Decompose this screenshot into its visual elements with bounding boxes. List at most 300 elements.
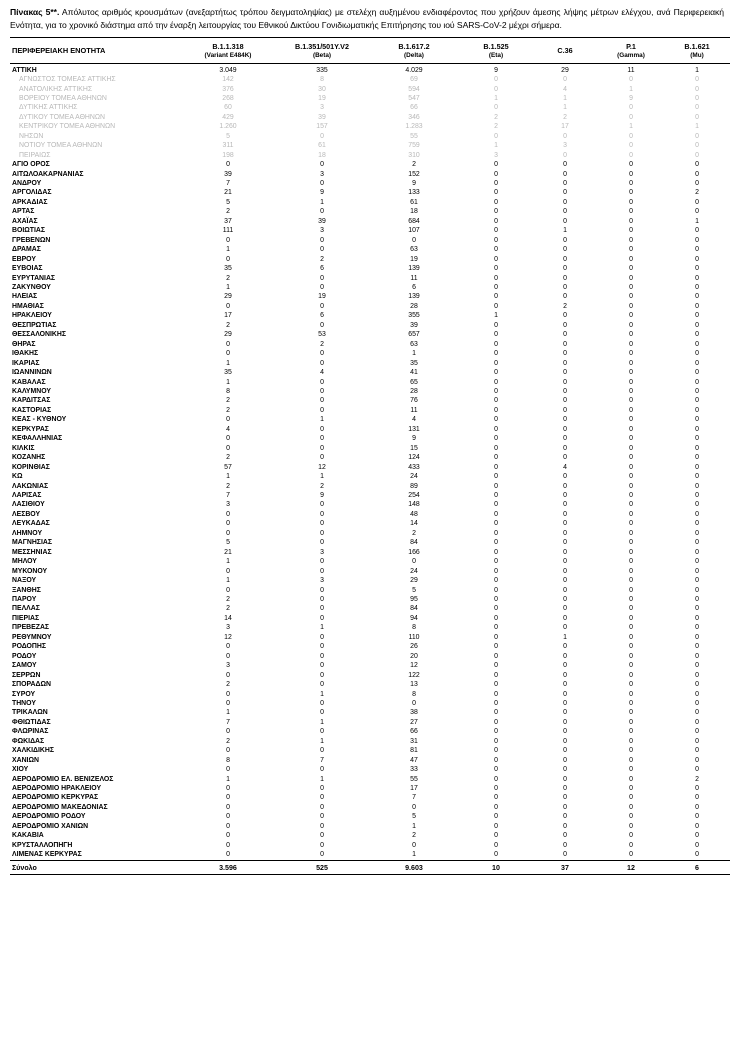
cell-value: 2 bbox=[494, 123, 498, 131]
table-row bbox=[10, 472, 730, 481]
cell-value: 0 bbox=[629, 397, 633, 405]
cell-value: 166 bbox=[408, 548, 420, 556]
table-row bbox=[10, 595, 730, 604]
table-row bbox=[10, 264, 730, 273]
cell-value: 0 bbox=[226, 728, 230, 736]
region-name: ΑΓΝΩΣΤΟΣ ΤΟΜΕΑΣ ΑΤΤΙΚΗΣ bbox=[19, 76, 116, 84]
cell-value: 1.260 bbox=[219, 123, 237, 131]
cell-value: 9 bbox=[320, 491, 324, 499]
region-name: ΑΕΡΟΔΡΟΜΙΟ ΧΑΝΙΩΝ bbox=[12, 822, 89, 830]
cell-value: 0 bbox=[695, 284, 699, 292]
cell-value: 0 bbox=[563, 132, 567, 140]
cell-value: 29 bbox=[224, 331, 232, 339]
cell-value: 0 bbox=[494, 435, 498, 443]
region-name: ΗΛΕΙΑΣ bbox=[12, 293, 38, 301]
region-name: ΠΡΕΒΕΖΑΣ bbox=[12, 624, 50, 632]
cell-value: 9 bbox=[494, 66, 498, 74]
table-row bbox=[10, 434, 730, 443]
cell-value: 0 bbox=[629, 104, 633, 112]
cell-value: 0 bbox=[320, 302, 324, 310]
table-row bbox=[10, 321, 730, 330]
cell-value: 0 bbox=[695, 94, 699, 102]
cell-value: 1 bbox=[629, 85, 633, 93]
cell-value: 0 bbox=[494, 227, 498, 235]
cell-value: 0 bbox=[563, 586, 567, 594]
cell-value: 0 bbox=[695, 718, 699, 726]
region-name: ΑΕΡΟΔΡΟΜΙΟ ΜΑΚΕΔΟΝΙΑΣ bbox=[12, 803, 108, 811]
cell-value: 33 bbox=[410, 766, 418, 774]
cell-value: 0 bbox=[494, 331, 498, 339]
header-sub: (Mu) bbox=[690, 51, 704, 59]
cell-value: 2 bbox=[494, 113, 498, 121]
table-row bbox=[10, 188, 730, 197]
cell-value: 65 bbox=[410, 378, 418, 386]
header-sub: (Variant E484K) bbox=[204, 51, 252, 59]
cell-value: 0 bbox=[563, 454, 567, 462]
region-name: ΚΑΛΥΜΝΟΥ bbox=[12, 388, 51, 395]
region-name: ΛΕΣΒΟΥ bbox=[12, 510, 41, 518]
table-row bbox=[10, 463, 730, 472]
cell-value: 0 bbox=[695, 671, 699, 679]
cell-value: 0 bbox=[320, 822, 324, 830]
cell-value: 0 bbox=[563, 359, 567, 367]
cell-value: 0 bbox=[494, 681, 498, 689]
cell-value: 0 bbox=[563, 718, 567, 726]
cell-value: 0 bbox=[695, 822, 699, 830]
cell-value: 0 bbox=[695, 832, 699, 840]
cell-value: 0 bbox=[494, 274, 498, 282]
cell-value: 9 bbox=[412, 180, 416, 188]
cell-value: 0 bbox=[695, 302, 699, 310]
cell-value: 0 bbox=[695, 208, 699, 216]
header-row bbox=[10, 40, 730, 64]
cell-value: 0 bbox=[629, 189, 633, 197]
cell-value: 0 bbox=[629, 794, 633, 802]
cell-value: 0 bbox=[629, 217, 633, 225]
cell-value: 1 bbox=[494, 142, 498, 150]
column-header-mu bbox=[664, 40, 730, 64]
cell-value: 57 bbox=[224, 463, 232, 471]
region-name: ΓΡΕΒΕΝΩΝ bbox=[12, 236, 51, 244]
cell-value: 39 bbox=[318, 217, 326, 225]
cell-value: 0 bbox=[695, 681, 699, 689]
cell-value: 0 bbox=[563, 255, 567, 263]
cell-value: 0 bbox=[320, 406, 324, 414]
table-row bbox=[10, 406, 730, 415]
column-header-eta bbox=[460, 40, 532, 64]
total-value: 12 bbox=[627, 864, 635, 873]
total-label: Σύνολο bbox=[12, 864, 37, 873]
cell-value: 0 bbox=[494, 766, 498, 774]
region-name: ΑΓΙΟ ΟΡΟΣ bbox=[12, 161, 50, 169]
cell-value: 1 bbox=[226, 378, 230, 386]
cell-value: 0 bbox=[629, 331, 633, 339]
region-name: ΑΕΡΟΔΡΟΜΙΟ ΕΛ. ΒΕΝΙΖΕΛΟΣ bbox=[12, 775, 114, 783]
region-name: ΜΥΚΟΝΟΥ bbox=[12, 567, 48, 575]
cell-value: 18 bbox=[410, 208, 418, 216]
cell-value: 0 bbox=[695, 614, 699, 622]
cell-value: 0 bbox=[320, 378, 324, 386]
region-name: ΑΕΡΟΔΡΟΜΙΟ ΗΡΑΚΛΕΙΟΥ bbox=[12, 785, 102, 793]
region-name: ΡΕΘΥΜΝΟΥ bbox=[12, 633, 52, 641]
cell-value: 0 bbox=[563, 397, 567, 405]
cell-value: 0 bbox=[494, 76, 498, 84]
cell-value: 0 bbox=[695, 624, 699, 632]
cell-value: 122 bbox=[408, 671, 420, 679]
cell-value: 0 bbox=[226, 841, 230, 849]
region-name: ΘΗΡΑΣ bbox=[12, 340, 36, 348]
cell-value: 0 bbox=[695, 473, 699, 481]
cell-value: 0 bbox=[494, 208, 498, 216]
cell-value: 0 bbox=[629, 406, 633, 414]
cell-value: 27 bbox=[410, 718, 418, 726]
cell-value: 1 bbox=[226, 473, 230, 481]
cell-value: 0 bbox=[563, 756, 567, 764]
table-row bbox=[10, 765, 730, 774]
table-row bbox=[10, 491, 730, 500]
cell-value: 0 bbox=[320, 728, 324, 736]
cell-value: 63 bbox=[410, 340, 418, 348]
cell-value: 0 bbox=[695, 274, 699, 282]
caption-label: Πίνακας 5**. bbox=[10, 7, 60, 17]
header-main: B.1.525 bbox=[483, 41, 509, 51]
cell-value: 0 bbox=[629, 643, 633, 651]
header-main: C.36 bbox=[557, 46, 573, 56]
cell-value: 0 bbox=[629, 350, 633, 358]
region-name: ΑΡΤΑΣ bbox=[12, 208, 35, 216]
cell-value: 1 bbox=[412, 822, 416, 830]
cell-value: 0 bbox=[494, 662, 498, 670]
region-name: ΛΕΥΚΑΔΑΣ bbox=[12, 520, 50, 528]
cell-value: 0 bbox=[494, 747, 498, 755]
cell-value: 0 bbox=[563, 378, 567, 386]
cell-value: 0 bbox=[695, 548, 699, 556]
cell-value: 26 bbox=[410, 643, 418, 651]
cell-value: 0 bbox=[629, 709, 633, 717]
table-row bbox=[10, 94, 730, 103]
cell-value: 148 bbox=[408, 501, 420, 509]
cell-value: 0 bbox=[494, 217, 498, 225]
region-name: ΦΩΚΙΔΑΣ bbox=[12, 737, 45, 745]
cell-value: 1.283 bbox=[405, 123, 423, 131]
cell-value: 0 bbox=[629, 444, 633, 452]
cell-value: 0 bbox=[695, 529, 699, 537]
cell-value: 0 bbox=[563, 406, 567, 414]
cell-value: 0 bbox=[563, 312, 567, 320]
cell-value: 0 bbox=[695, 132, 699, 140]
cell-value: 0 bbox=[563, 822, 567, 830]
cell-value: 1 bbox=[226, 775, 230, 783]
cell-value: 0 bbox=[629, 416, 633, 424]
cell-value: 0 bbox=[494, 359, 498, 367]
cell-value: 0 bbox=[320, 747, 324, 755]
cell-value: 355 bbox=[408, 312, 420, 320]
region-name: ΝΟΤΙΟΥ ΤΟΜΕΑ ΑΘΗΝΩΝ bbox=[19, 142, 103, 150]
cell-value: 0 bbox=[563, 435, 567, 443]
cell-value: 0 bbox=[563, 690, 567, 698]
cell-value: 0 bbox=[695, 321, 699, 329]
cell-value: 0 bbox=[695, 425, 699, 433]
total-value: 525 bbox=[316, 864, 328, 873]
cell-value: 0 bbox=[412, 803, 416, 811]
table-row bbox=[10, 652, 730, 661]
cell-value: 2 bbox=[226, 274, 230, 282]
cell-value: 0 bbox=[695, 539, 699, 547]
table-row bbox=[10, 793, 730, 802]
cell-value: 1 bbox=[320, 473, 324, 481]
cell-value: 0 bbox=[629, 170, 633, 178]
cell-value: 1 bbox=[226, 558, 230, 566]
cell-value: 94 bbox=[410, 614, 418, 622]
cell-value: 0 bbox=[494, 785, 498, 793]
cell-value: 0 bbox=[629, 180, 633, 188]
cell-value: 0 bbox=[226, 161, 230, 169]
cell-value: 433 bbox=[408, 463, 420, 471]
table-row bbox=[10, 604, 730, 613]
cell-value: 0 bbox=[563, 416, 567, 424]
cell-value: 0 bbox=[695, 265, 699, 273]
cell-value: 0 bbox=[629, 841, 633, 849]
table-row bbox=[10, 756, 730, 765]
cell-value: 0 bbox=[563, 548, 567, 556]
cell-value: 0 bbox=[695, 312, 699, 320]
region-name: ΕΥΒΟΙΑΣ bbox=[12, 265, 43, 273]
cell-value: 0 bbox=[629, 208, 633, 216]
cell-value: 0 bbox=[629, 161, 633, 169]
cell-value: 4.029 bbox=[405, 66, 423, 74]
cell-value: 0 bbox=[629, 236, 633, 244]
table-row bbox=[10, 831, 730, 840]
cell-value: 17 bbox=[224, 312, 232, 320]
cell-value: 0 bbox=[695, 690, 699, 698]
cell-value: 0 bbox=[629, 775, 633, 783]
cell-value: 19 bbox=[410, 255, 418, 263]
cell-value: 429 bbox=[222, 113, 234, 121]
cell-value: 0 bbox=[629, 747, 633, 755]
cell-value: 5 bbox=[412, 586, 416, 594]
cell-value: 84 bbox=[410, 539, 418, 547]
cell-value: 3 bbox=[563, 142, 567, 150]
cell-value: 0 bbox=[629, 312, 633, 320]
cell-value: 0 bbox=[494, 293, 498, 301]
cell-value: 0 bbox=[494, 388, 498, 395]
cell-value: 0 bbox=[563, 170, 567, 178]
table-row bbox=[10, 217, 730, 226]
cell-value: 0 bbox=[695, 605, 699, 613]
cell-value: 0 bbox=[629, 284, 633, 292]
cell-value: 8 bbox=[412, 624, 416, 632]
cell-value: 0 bbox=[226, 822, 230, 830]
cell-value: 61 bbox=[318, 142, 326, 150]
region-name: ΛΑΚΩΝΙΑΣ bbox=[12, 482, 49, 490]
cell-value: 8 bbox=[412, 690, 416, 698]
cell-value: 0 bbox=[695, 510, 699, 518]
table-row bbox=[10, 340, 730, 349]
region-name: ΚΕΡΚΥΡΑΣ bbox=[12, 425, 49, 433]
cell-value: 2 bbox=[226, 406, 230, 414]
region-name: ΧΙΟΥ bbox=[12, 766, 29, 774]
table-row bbox=[10, 255, 730, 264]
cell-value: 28 bbox=[410, 388, 418, 395]
cell-value: 1 bbox=[320, 737, 324, 745]
cell-value: 39 bbox=[318, 113, 326, 121]
table-row bbox=[10, 482, 730, 491]
cell-value: 0 bbox=[695, 699, 699, 707]
cell-value: 5 bbox=[412, 813, 416, 821]
rule-bottom bbox=[10, 875, 730, 877]
cell-value: 0 bbox=[695, 378, 699, 386]
cell-value: 0 bbox=[563, 180, 567, 188]
cell-value: 0 bbox=[629, 246, 633, 254]
cell-value: 55 bbox=[410, 775, 418, 783]
table-row bbox=[10, 727, 730, 736]
cell-value: 0 bbox=[226, 785, 230, 793]
cell-value: 1 bbox=[695, 217, 699, 225]
cell-value: 2 bbox=[320, 482, 324, 490]
cell-value: 2 bbox=[412, 832, 416, 840]
cell-value: 0 bbox=[695, 170, 699, 178]
total-value: 37 bbox=[561, 864, 569, 873]
cell-value: 0 bbox=[320, 832, 324, 840]
cell-value: 2 bbox=[226, 208, 230, 216]
cell-value: 2 bbox=[412, 529, 416, 537]
region-name: ΠΑΡΟΥ bbox=[12, 595, 37, 603]
cell-value: 110 bbox=[408, 633, 420, 641]
cell-value: 0 bbox=[695, 397, 699, 405]
cell-value: 0 bbox=[563, 388, 567, 395]
cell-value: 0 bbox=[563, 652, 567, 660]
header-main: B.1.1.318 bbox=[212, 41, 244, 51]
table-row bbox=[10, 179, 730, 188]
cell-value: 0 bbox=[494, 728, 498, 736]
cell-value: 35 bbox=[224, 369, 232, 377]
region-name: ΡΟΔΟΥ bbox=[12, 652, 37, 660]
cell-value: 0 bbox=[629, 473, 633, 481]
cell-value: 0 bbox=[563, 841, 567, 849]
table-row bbox=[10, 642, 730, 651]
cell-value: 0 bbox=[563, 728, 567, 736]
cell-value: 0 bbox=[695, 444, 699, 452]
cell-value: 0 bbox=[494, 567, 498, 575]
cell-value: 0 bbox=[226, 236, 230, 244]
region-name: ΚΡΥΣΤΑΛΛΟΠΗΓΗ bbox=[12, 841, 73, 849]
region-name: ΑΤΤΙΚΗ bbox=[12, 66, 37, 74]
cell-value: 0 bbox=[695, 236, 699, 244]
cell-value: 0 bbox=[629, 785, 633, 793]
cell-value: 47 bbox=[410, 756, 418, 764]
cell-value: 0 bbox=[629, 652, 633, 660]
cell-value: 7 bbox=[320, 756, 324, 764]
cell-value: 7 bbox=[226, 491, 230, 499]
cell-value: 346 bbox=[408, 113, 420, 121]
cell-value: 547 bbox=[408, 94, 420, 102]
cell-value: 0 bbox=[494, 198, 498, 206]
cell-value: 48 bbox=[410, 510, 418, 518]
column-header-region bbox=[10, 40, 180, 64]
cell-value: 0 bbox=[563, 350, 567, 358]
cell-value: 0 bbox=[695, 643, 699, 651]
cell-value: 1 bbox=[695, 66, 699, 74]
cell-value: 0 bbox=[563, 775, 567, 783]
table-caption bbox=[10, 6, 724, 32]
cell-value: 0 bbox=[563, 76, 567, 84]
cell-value: 0 bbox=[563, 425, 567, 433]
cell-value: 3 bbox=[226, 662, 230, 670]
cell-value: 0 bbox=[629, 803, 633, 811]
cell-value: 0 bbox=[226, 444, 230, 452]
cell-value: 17 bbox=[410, 785, 418, 793]
cell-value: 0 bbox=[629, 255, 633, 263]
cell-value: 60 bbox=[224, 104, 232, 112]
cell-value: 0 bbox=[226, 794, 230, 802]
cell-value: 81 bbox=[410, 747, 418, 755]
cell-value: 0 bbox=[320, 444, 324, 452]
table-row bbox=[10, 444, 730, 453]
header-main: B.1.351/501Y.V2 bbox=[295, 41, 349, 51]
cell-value: 0 bbox=[320, 350, 324, 358]
region-name: ΡΟΔΟΠΗΣ bbox=[12, 643, 46, 651]
cell-value: 0 bbox=[320, 785, 324, 793]
table-row bbox=[10, 529, 730, 538]
cell-value: 6 bbox=[320, 265, 324, 273]
cell-value: 0 bbox=[629, 671, 633, 679]
cell-value: 2 bbox=[563, 302, 567, 310]
table-row bbox=[10, 822, 730, 831]
cell-value: 0 bbox=[695, 794, 699, 802]
cell-value: 0 bbox=[494, 104, 498, 112]
column-header-b11318 bbox=[180, 40, 276, 64]
cell-value: 0 bbox=[695, 577, 699, 585]
cell-value: 0 bbox=[563, 737, 567, 745]
cell-value: 0 bbox=[494, 161, 498, 169]
cell-value: 7 bbox=[412, 794, 416, 802]
region-name: ΑΧΑΪΑΣ bbox=[12, 217, 38, 225]
cell-value: 0 bbox=[695, 482, 699, 490]
cell-value: 89 bbox=[410, 482, 418, 490]
cell-value: 2 bbox=[695, 189, 699, 197]
cell-value: 35 bbox=[224, 265, 232, 273]
table-row bbox=[10, 718, 730, 727]
cell-value: 0 bbox=[494, 85, 498, 93]
cell-value: 39 bbox=[224, 170, 232, 178]
cell-value: 0 bbox=[494, 690, 498, 698]
column-header-c36 bbox=[532, 40, 598, 64]
cell-value: 0 bbox=[320, 132, 324, 140]
cell-value: 0 bbox=[695, 76, 699, 84]
cell-value: 0 bbox=[320, 435, 324, 443]
cell-value: 0 bbox=[695, 104, 699, 112]
cell-value: 0 bbox=[494, 340, 498, 348]
cell-value: 0 bbox=[695, 255, 699, 263]
region-name: ΦΛΩΡΙΝΑΣ bbox=[12, 728, 49, 736]
cell-value: 0 bbox=[629, 76, 633, 84]
cell-value: 95 bbox=[410, 595, 418, 603]
region-name: ΒΟΙΩΤΙΑΣ bbox=[12, 227, 46, 235]
region-name: ΑΕΡΟΔΡΟΜΙΟ ΡΟΔΟΥ bbox=[12, 813, 86, 821]
table-row bbox=[10, 292, 730, 301]
cell-value: 0 bbox=[695, 246, 699, 254]
cell-value: 1 bbox=[320, 416, 324, 424]
cell-value: 1 bbox=[494, 94, 498, 102]
cell-value: 0 bbox=[226, 832, 230, 840]
table-row bbox=[10, 207, 730, 216]
table-row bbox=[10, 236, 730, 245]
cell-value: 31 bbox=[410, 737, 418, 745]
cell-value: 2 bbox=[226, 595, 230, 603]
cell-value: 0 bbox=[563, 520, 567, 528]
cell-value: 0 bbox=[629, 529, 633, 537]
cell-value: 0 bbox=[695, 766, 699, 774]
